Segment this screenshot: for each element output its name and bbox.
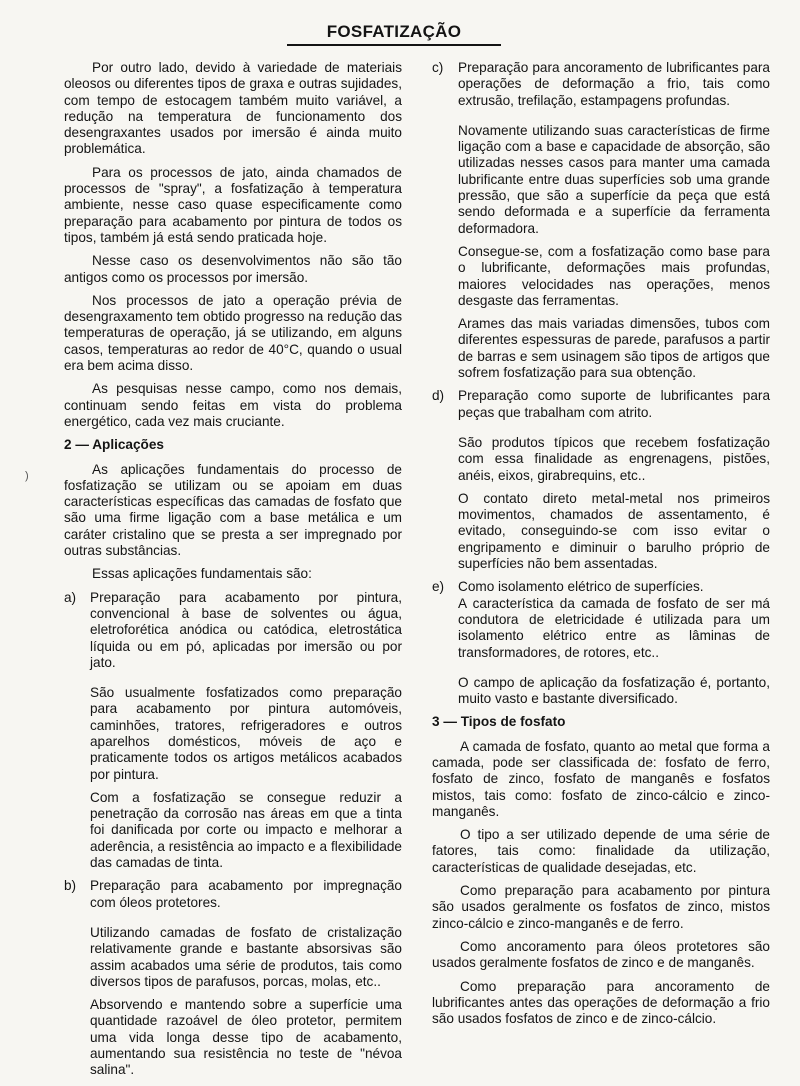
list-item-e-details xyxy=(458,675,770,708)
paragraph: Como preparação para ancoramento de lubrificantes antes das operações de deformação a frio são usados fosfatos de zinco e de zinco-cálcio. xyxy=(432,978,770,1027)
paragraph: Arames das mais variadas dimensões, tubos com diferentes espessuras de parede, parafusos a partir de barras e sem usinagem são tipos de artigos que sofrem fosfatização para sua obtenção. xyxy=(458,316,770,381)
list-item-a-details xyxy=(90,685,402,871)
paragraph: As aplicações fundamentais do processo de fosfatização se utilizam ou se apoiam em duas características específicas das camadas de fosfato que são uma firme ligação com a base metálica e um caráter cristalino que se presta a ser impregnado por outras substâncias. xyxy=(64,461,402,559)
paragraph: A camada de fosfato, quanto ao metal que forma a camada, pode ser classificada de: fosfato de ferro, fosfato de zinco, fosfato de manganês e fosfatos mistos, tais como: fosfato de zinco-cálcio e zinco-manganês. xyxy=(432,738,770,819)
list-item-text: Preparação para ancoramento de lubrificantes para operações de deformação a frio, tais como extrusão, trefilação, estampagens profundas. xyxy=(458,60,770,108)
paragraph: Como preparação para acabamento por pintura são usados geralmente os fosfatos de zinco, mistos zinco-cálcio e zinco-manganês e de ferro. xyxy=(432,883,770,931)
list-item-text: Como isolamento elétrico de superfícies. xyxy=(458,579,704,595)
paragraph: Novamente utilizando suas características de firme ligação com a base e capacidade de absorção, são utilizadas nesses casos para manter uma camada lubrificante entre duas superfícies sob uma grande pressão, que são a superfície da peça que está sendo deformada e a superfície da ferramenta deformadora. xyxy=(458,122,770,236)
paragraph: São produtos típicos que recebem fosfatização com essa finalidade as engrenagens, pistões, anéis, eixos, girabrequins, etc.. xyxy=(458,434,770,483)
right-column xyxy=(432,60,770,1034)
list-item-text: Preparação para acabamento por impregnação com óleos protetores. xyxy=(90,878,402,910)
list-item-text: Preparação para acabamento por pintura, convencional à base de solventes ou água, eletroforética anódica ou catódica, eletrostática líquida ou em pó, aplicadas por imersão ou por jato. xyxy=(90,589,402,670)
list-item-d xyxy=(432,388,770,428)
paragraph: Essas aplicações fundamentais são: xyxy=(92,566,312,582)
paragraph: Como ancoramento para óleos protetores são usados geralmente fosfatos de zinco e de manganês. xyxy=(432,938,770,971)
left-column xyxy=(64,60,402,1086)
list-item-c xyxy=(432,60,770,116)
margin-mark: ) xyxy=(25,470,29,482)
paragraph: Consegue-se, com a fosfatização como base para o lubrificante, deformações mais profundas, maiores velocidades nas operações, menos desgaste das ferramentas. xyxy=(458,243,770,308)
paragraph: Nos processos de jato a operação prévia de desengraxamento tem obtido progresso na redução das temperaturas de operação, já se utilizando, em alguns casos, temperaturas ao redor de 40°C, quando o usual era bem acima disso. xyxy=(64,292,402,374)
title-underline xyxy=(287,44,501,46)
list-label: a) xyxy=(64,589,77,605)
list-item-c-details xyxy=(458,123,770,381)
paragraph: Nesse caso os desenvolvimentos não são tão antigos como os processos por imersão. xyxy=(64,253,402,285)
list-label: d) xyxy=(432,388,445,404)
list-item-a xyxy=(64,590,402,678)
paragraph: Para os processos de jato, ainda chamados de processos de "spray", a fosfatização à temperatura ambiente, nesse caso quase especificamente como preparação para acabamento por pintura de todos os tipos, também já está sendo praticada hoje. xyxy=(64,164,402,245)
list-label: b) xyxy=(64,878,77,894)
list-item-b xyxy=(64,878,402,918)
section-heading: 2 — Aplicações xyxy=(64,437,164,453)
paragraph: O campo de aplicação da fosfatização é, portanto, muito vasto e bastante diversificado. xyxy=(458,674,770,707)
section-heading: 3 — Tipos de fosfato xyxy=(432,714,566,730)
list-item-text: A característica da camada de fosfato de ser má condutora de eletricidade é utilizada para um isolamento elétrico entre as lâminas de transformadores, de rotores, etc.. xyxy=(458,595,770,660)
list-item-text: Preparação como suporte de lubrificantes para peças que trabalham com atrito. xyxy=(458,388,770,420)
paragraph: As pesquisas nesse campo, como nos demais, continuam sendo feitas em vista do problema energético, cada vez mais cruciante. xyxy=(64,381,402,429)
paragraph: São usualmente fosfatizados como preparação para acabamento por pintura automóveis, caminhões, tratores, refrigeradores e outros aparelhos domésticos, móveis de aço e praticamente todos os artigos metálicos acabados por pintura. xyxy=(90,685,402,782)
paragraph: Por outro lado, devido à variedade de materiais oleosos ou diferentes tipos de graxa e outras sujidades, com tempo de estocagem também muito variável, a redução na temperatura de funcionamento dos desengraxantes usados por imersão é ainda muito problemática. xyxy=(64,60,402,157)
list-item-e xyxy=(432,579,770,667)
list-item-b-details xyxy=(90,925,402,1079)
list-item-d-details xyxy=(458,435,770,572)
page-title: FOSFATIZAÇÃO xyxy=(326,22,462,41)
paragraph: Absorvendo e mantendo sobre a superfície uma quantidade razoável de óleo protetor, permitem uma vida longa desse tipo de acabamento, aumentando sua resistência no teste de "névoa salina". xyxy=(90,997,402,1078)
paragraph: O contato direto metal-metal nos primeiros movimentos, chamados de assentamento, é evitado, conseguindo-se com isso evitar o engripamento e diminuir o barulho próprio de superfícies não bem assentadas. xyxy=(458,490,770,572)
paragraph: Com a fosfatização se consegue reduzir a penetração da corrosão nas áreas em que a tinta foi danificada por corte ou impacto e melhorar a aderência, a resistência ao impacto e a flexibilidade das camadas de tinta. xyxy=(90,789,402,871)
list-label: e) xyxy=(432,579,445,595)
list-label: c) xyxy=(432,60,444,75)
paragraph: Utilizando camadas de fosfato de cristalização relativamente grande e bastante absorsivas são assim acabados uma série de produtos, tais como diversos tipos de parafusos, porcas, molas, etc.. xyxy=(90,924,402,989)
paragraph: O tipo a ser utilizado depende de uma série de fatores, tais como: finalidade da utilização, características de qualidade desejadas, etc. xyxy=(432,827,770,875)
